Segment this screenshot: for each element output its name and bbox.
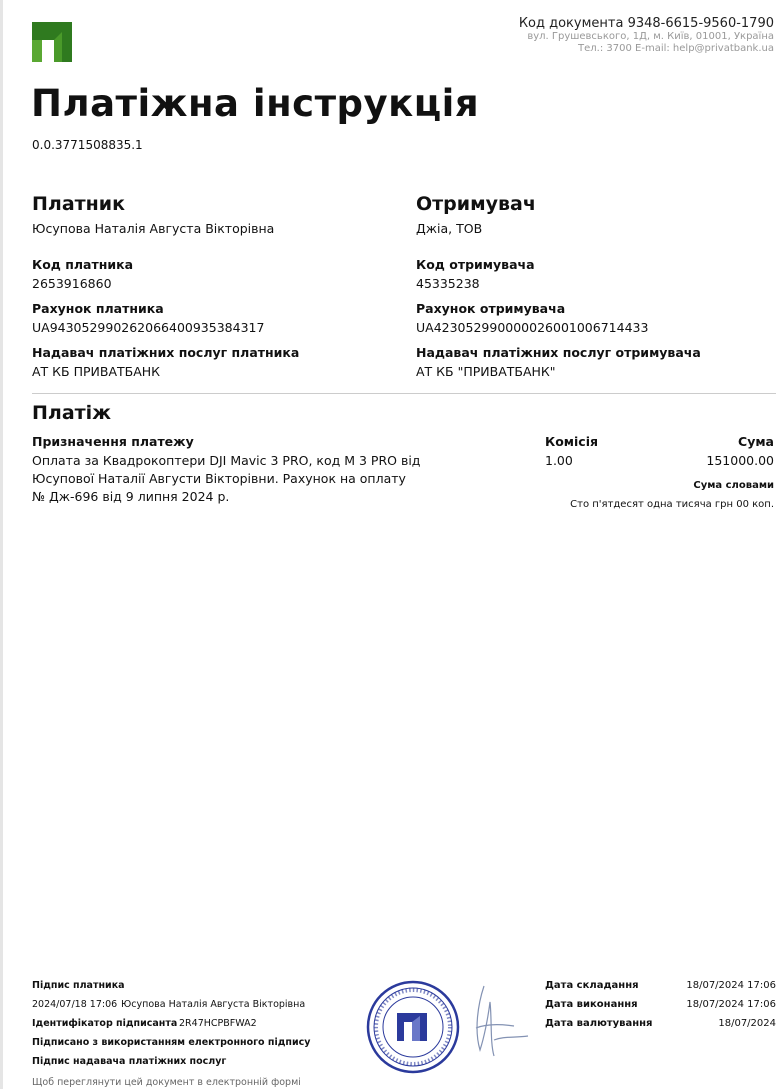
recipient-code: 45335238 <box>416 276 480 291</box>
purpose-line: Оплата за Квадрокоптери DJI Mavic 3 PRO, код M 3 PRO від <box>32 453 421 468</box>
page-edge <box>0 0 3 1089</box>
document-meta <box>519 16 774 55</box>
date-executed: 18/07/2024 17:06 <box>686 999 776 1010</box>
date-value-label: Дата валютування <box>545 1018 653 1029</box>
payer-provider-label: Надавач платіжних послуг платника <box>32 345 300 360</box>
payer-name: Юсупова Наталія Августа Вікторівна <box>32 221 275 236</box>
recipient-name: Джіа, ТОВ <box>416 221 483 236</box>
provider-signature-label: Підпис надавача платіжних послуг <box>32 1056 227 1067</box>
payer-account-label: Рахунок платника <box>32 301 164 316</box>
handwritten-signature <box>454 980 532 1064</box>
privatbank-logo <box>32 22 72 62</box>
date-value: 18/07/2024 <box>718 1018 776 1029</box>
purpose-line: № Дж-696 від 9 липня 2024 р. <box>32 489 230 504</box>
recipient-provider-label: Надавач платіжних послуг отримувача <box>416 345 701 360</box>
document-code: Код документа 9348-6615-9560-1790 <box>518 16 774 31</box>
date-executed-label: Дата виконання <box>545 999 638 1010</box>
commission-value: 1.00 <box>545 453 573 468</box>
view-electronic-note: Щоб переглянути цей документ в електронній формі <box>32 1077 301 1088</box>
recipient-code-label: Код отримувача <box>416 257 535 272</box>
payer-heading: Платник <box>32 193 125 215</box>
payer-signature-date: 2024/07/18 17:06 <box>32 999 118 1010</box>
bank-contacts: Тел.: 3700 E-mail: help@privatbank.ua <box>578 43 774 54</box>
document-number: 0.0.3771508835.1 <box>32 138 143 152</box>
payer-code: 2653916860 <box>32 276 112 291</box>
purpose-label: Призначення платежу <box>32 434 194 449</box>
purpose-text <box>32 452 420 506</box>
recipient-account: UA423052990000026001006714433 <box>416 320 649 335</box>
amount-label: Сума <box>738 434 774 449</box>
commission-label: Комісія <box>545 434 599 449</box>
recipient-provider: АТ КБ "ПРИВАТБАНК" <box>416 364 556 379</box>
payer-account: UA943052990262066400935384317 <box>32 320 265 335</box>
bank-stamp <box>366 980 460 1074</box>
amount-value: 151000.00 <box>706 453 774 468</box>
signer-id-label: Ідентифікатор підписанта <box>32 1018 178 1029</box>
amount-words-label: Сума словами <box>693 480 774 491</box>
payer-code-label: Код платника <box>32 257 134 272</box>
date-created: 18/07/2024 17:06 <box>686 980 776 991</box>
page-title: Платіжна інструкція <box>31 82 480 125</box>
date-created-label: Дата складання <box>545 980 639 991</box>
payment-heading: Платіж <box>32 402 112 424</box>
recipient-account-label: Рахунок отримувача <box>416 301 566 316</box>
payer-signature-label: Підпис платника <box>32 980 125 991</box>
recipient-heading: Отримувач <box>416 193 536 215</box>
section-divider <box>32 393 776 394</box>
signer-id: 2R47HCPBFWA2 <box>179 1018 257 1029</box>
amount-words: Сто п'ятдесят одна тисяча грн 00 коп. <box>570 499 774 510</box>
payer-signature-name: Юсупова Наталія Августа Вікторівна <box>121 999 306 1010</box>
bank-address: вул. Грушевського, 1Д, м. Київ, 01001, Україна <box>527 31 774 42</box>
purpose-line: Юсупової Наталії Августи Вікторівни. Рахунок на оплату <box>32 471 406 486</box>
payer-provider: АТ КБ ПРИВАТБАНК <box>32 364 161 379</box>
signed-electronic-note: Підписано з використанням електронного підпису <box>32 1037 311 1048</box>
